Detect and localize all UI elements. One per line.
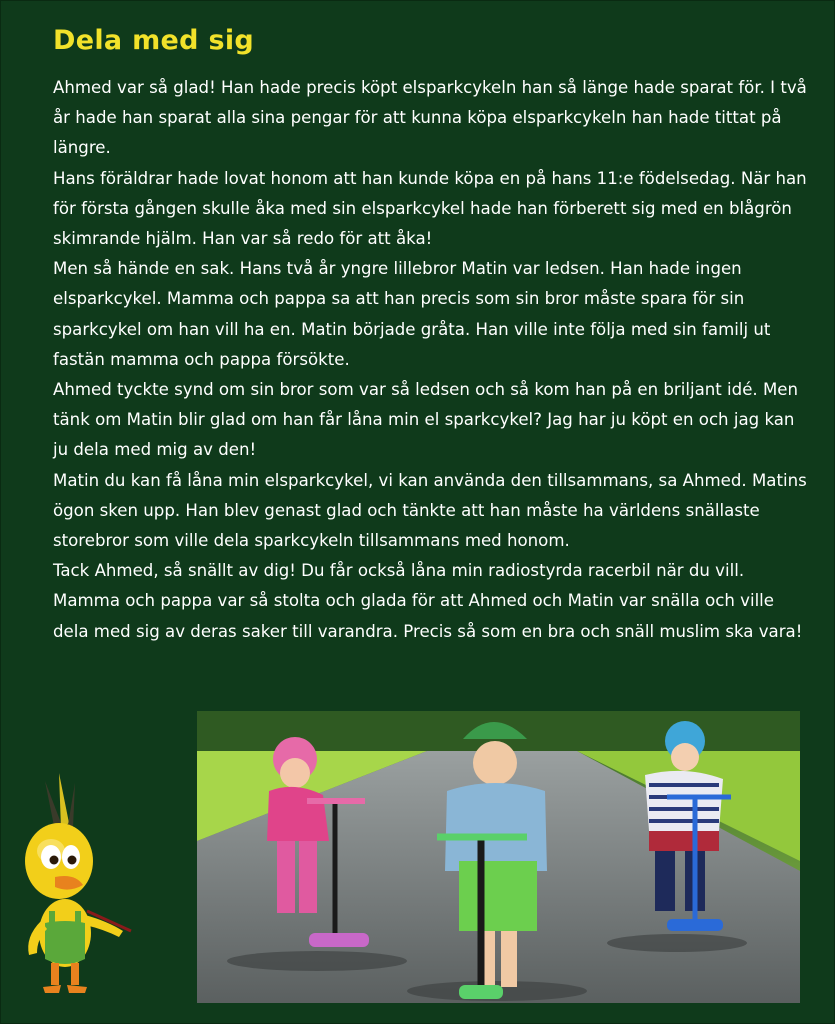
children-scooters-photo [197,711,800,1003]
page-title: Dela med sig [53,25,255,56]
story-paragraph: Matin du kan få låna min elsparkcykel, vi kan använda den tillsammans, sa Ahmed. Matins ögon sken upp. Han blev genast glad och tänkte att han måste ha världens snällaste storebror som ville dela sparkcykeln tillsammans med honom. [53,470,807,551]
story-paragraph: Ahmed tyckte synd om sin bror som var så ledsen och så kom han på en briljant idé. Men tänk om Matin blir glad om han får låna min el sparkcykel? Jag har ju köpt en och jag kan ju dela med mig av den! [53,380,798,460]
yellow-bird-character-icon [15,773,135,998]
story-paragraph: Mamma och pappa var så stolta och glada för att Ahmed och Matin var snälla och ville dela med sig av deras saker till varandra. Precis så som en bra och snäll muslim ska vara! [53,591,803,641]
story-paragraph: Tack Ahmed, så snällt av dig! Du får också låna min radiostyrda racerbil när du vill. [53,561,745,581]
story-paragraph: Ahmed var så glad! Han hade precis köpt elsparkcykeln han så länge hade sparat för. I två år hade han sparat alla sina pengar för att kunna köpa elsparkcykeln han hade tittat på längre. [53,78,807,158]
story-paragraph: Men så hände en sak. Hans två år yngre lillebror Matin var ledsen. Han hade ingen elsparkcykel. Mamma och pappa sa att han precis som sin bror måste spara för sin sparkcykel om han vill ha en. Matin började gråta. Han ville inte följa med sin familj ut fastän mamma och pappa försökte. [53,259,771,369]
story-paragraph: Hans föräldrar hade lovat honom att han kunde köpa en på hans 11:e födelsedag. När han för första gången skulle åka med sin elsparkcykel hade han förberett sig med en blågrön skimrande hjälm. Han var så redo för att åka! [53,168,807,249]
story-text [53,73,813,647]
